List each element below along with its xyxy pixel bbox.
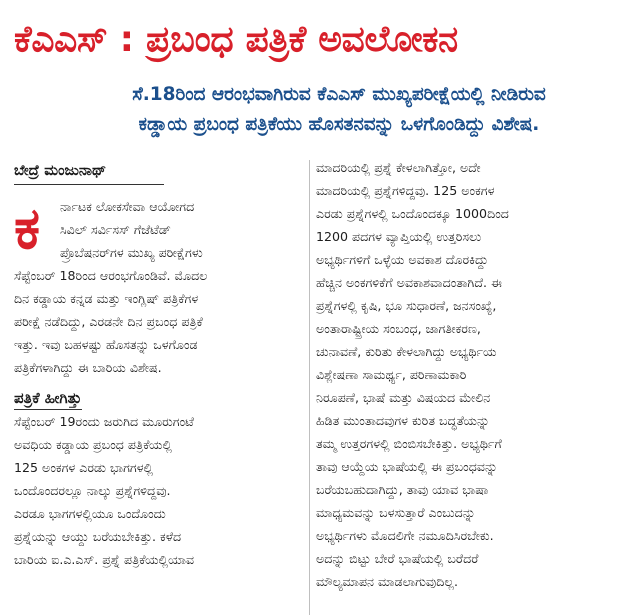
text-line: ಮಾಧ್ಯಮವನ್ನು ಬಳಸುತ್ತಾರೆ ಎಂಬುದನ್ನು [316, 505, 476, 520]
text-line: ಸೆಪ್ಟೆಂಬರ್ 19ರಂದು ಜರುಗಿದ ಮೂರುಗಂಟೆ [14, 414, 194, 429]
text-line: ಹೆಚ್ಚಿನ ಅಂಕಗಳಿಕೆಗೆ ಅವಕಾಶವಾದಂತಾಗಿದೆ. ಈ [316, 275, 502, 290]
text-line: ಪತ್ರಿಕೆಗಳಾಗಿದ್ದು ಈ ಬಾರಿಯ ವಿಶೇಷ. [14, 360, 162, 375]
text-line: ಮೌಲ್ಯಮಾಪನ ಮಾಡಲಾಗುವುದಿಲ್ಲ. [316, 574, 458, 589]
text-line: ತಮ್ಮ ಉತ್ತರಗಳಲ್ಲಿ ಬಿಂಬಿಸಬೇಕಿತ್ತು. ಅಭ್ಯರ್ಥಿಗೆ [316, 436, 502, 451]
text-line: ಬಾರಿಯ ಐ.ಎ.ಎಸ್. ಪ್ರಶ್ನೆ ಪತ್ರಿಕೆಯಲ್ಲಿಯಾವ [14, 552, 195, 567]
text-line: ಮಾದರಿಯಲ್ಲಿ ಪ್ರಶ್ನೆ ಕೇಳಲಾಗಿತ್ತೋ, ಅದೇ [316, 160, 481, 175]
paragraph-two [14, 410, 305, 571]
text-line: ಅವಧಿಯ ಕಡ್ಡಾಯ ಪ್ರಬಂಧ ಪತ್ರಿಕೆಯಲ್ಲಿ [14, 437, 172, 452]
text-line: ಸಿವಿಲ್ ಸರ್ವಿಸಸ್ ಗೆಜೆಟೆಡ್ [60, 222, 171, 237]
text-line: 1200 ಪದಗಳ ವ್ಯಾಪ್ತಿಯಲ್ಲಿ ಉತ್ತರಿಸಲು [316, 229, 482, 244]
drop-cap: ಕ [14, 194, 41, 262]
text-line: ಅದನ್ನು ಬಿಟ್ಟು ಬೇರೆ ಭಾಷೆಯಲ್ಲಿ ಬರೆದರೆ [316, 551, 479, 566]
text-line: ಪ್ರಶ್ನೆಗಳಲ್ಲಿ ಕೃಷಿ, ಭೂ ಸುಧಾರಣೆ, ಜನಸಂಖ್ಯೆ, [316, 298, 497, 313]
text-line: ನಿರೂಪಣೆ, ಭಾಷೆ ಮತ್ತು ವಿಷಯದ ಮೇಲಿನ [316, 390, 491, 405]
column-divider [309, 160, 310, 615]
text-line: ಪರೀಕ್ಷೆ ನಡೆದಿದ್ದು, ಎರಡನೇ ದಿನ ಪ್ರಬಂಧ ಪತ್ರಿಕೆ [14, 314, 203, 329]
right-column [316, 156, 632, 615]
text-line: ಅಂತಾರಾಷ್ಟ್ರೀಯ ಸಂಬಂಧ, ಜಾಗತೀಕರಣ, [316, 321, 481, 336]
text-line: ಹಿಡಿತ ಮುಂತಾದವುಗಳ ಕುರಿತ ಬದ್ಧತೆಯನ್ನು [316, 413, 490, 428]
text-line: ವಿಶ್ಲೇಷಣಾ ಸಾಮರ್ಥ್ಯ, ಪರಿಣಾಮಕಾರಿ [316, 367, 467, 382]
intro-paragraph [14, 195, 305, 379]
left-column [14, 160, 305, 615]
author-byline: ಬೇದ್ರೆ ಮಂಜುನಾಥ್ [14, 160, 164, 185]
text-line: ಇತ್ತು. ಇವು ಬಹಳಷ್ಟು ಹೊಸತನ್ನು ಒಳಗೊಂಡ [14, 337, 198, 352]
text-line: ಅಭ್ಯರ್ಥಿಗಳಿಗೆ ಒಳ್ಳೆಯ ಅವಕಾಶ ದೊರಕಿದ್ದು [316, 252, 489, 267]
text-line: ಸೆಪ್ಟೆಂಬರ್ 18ರಿಂದ ಆರಂಭಗೊಂಡಿವೆ. ಮೊದಲ [14, 268, 208, 283]
text-line: ಮಾದರಿಯಲ್ಲಿ ಪ್ರಶ್ನೆಗಳಿದ್ದವು. 125 ಅಂಕಗಳ [316, 183, 495, 198]
text-line: ಎರಡೂ ಭಾಗಗಳಲ್ಲಿಯೂ ಒಂದೊಂದು [14, 506, 166, 521]
text-line: ದಿನ ಕಡ್ಡಾಯ ಕನ್ನಡ ಮತ್ತು ಇಂಗ್ಲಿಷ್ ಪತ್ರಿಕೆಗಳ [14, 291, 199, 306]
text-line: ಪ್ರೊಬೆಷನರ್‌ಗಳ ಮುಖ್ಯ ಪರೀಕ್ಷೆಗಳು [60, 245, 203, 260]
section-subhead: ಪತ್ರಿಕೆ ಹೀಗಿತ್ತು [14, 387, 82, 410]
deck-line: ಸೆ.18ರಿಂದ ಆರಂಭವಾಗಿರುವ ಕೆಎಎಸ್ ಮುಖ್ಯಪರೀಕ್ಷೆಯಲ್ಲಿ ನೀಡಿರುವ [132, 84, 546, 105]
article-headline: ಕೆಎಎಸ್ : ಪ್ರಬಂಧ ಪತ್ರಿಕೆ ಅವಲೋಕನ [14, 19, 458, 60]
paragraph-one [14, 264, 305, 379]
deck-line: ಕಡ್ಡಾಯ ಪ್ರಬಂಧ ಪತ್ರಿಕೆಯು ಹೊಸತನವನ್ನು ಒಳಗೊಂಡಿದ್ದು ವಿಶೇಷ. [138, 114, 540, 135]
text-line: ಪ್ರಶ್ನೆಯನ್ನು ಆಯ್ದು ಬರೆಯಬೇಕಿತ್ತು. ಕಳೆದ [14, 529, 182, 544]
text-line: ಎರಡು ಪ್ರಶ್ನೆಗಳಲ್ಲಿ ಒಂದೊಂದಕ್ಕೂ 1000ದಿಂದ [316, 206, 509, 221]
text-line: ಚುನಾವಣೆ, ಕುರಿತು ಕೇಳಲಾಗಿದ್ದು ಅಭ್ಯರ್ಥಿಯ [316, 344, 497, 359]
text-line: ಬರೆಯಬಹುದಾಗಿದ್ದು, ತಾವು ಯಾವ ಭಾಷಾ [316, 482, 489, 497]
drop-cap-lines [14, 195, 305, 264]
text-line: ಅಭ್ಯರ್ಥಿಗಳು ಮೊದಲಿಗೇ ನಮೂದಿಸಿರಬೇಕು. [316, 528, 494, 543]
article-deck [44, 80, 634, 140]
text-line: 125 ಅಂಕಗಳ ಎರಡು ಭಾಗಗಳಲ್ಲಿ [14, 460, 154, 475]
text-line: ತಾವು ಆಯ್ದೆಯ ಭಾಷೆಯಲ್ಲಿ ಈ ಪ್ರಬಂಧವನ್ನು [316, 459, 498, 474]
text-line: ರ್ನಾಟಕ ಲೋಕಸೇವಾ ಆಯೋಗದ [60, 199, 195, 214]
text-line: ಒಂದೊಂದರಲ್ಲೂ ನಾಲ್ಕು ಪ್ರಶ್ನೆಗಳಿದ್ದವು. [14, 483, 171, 498]
